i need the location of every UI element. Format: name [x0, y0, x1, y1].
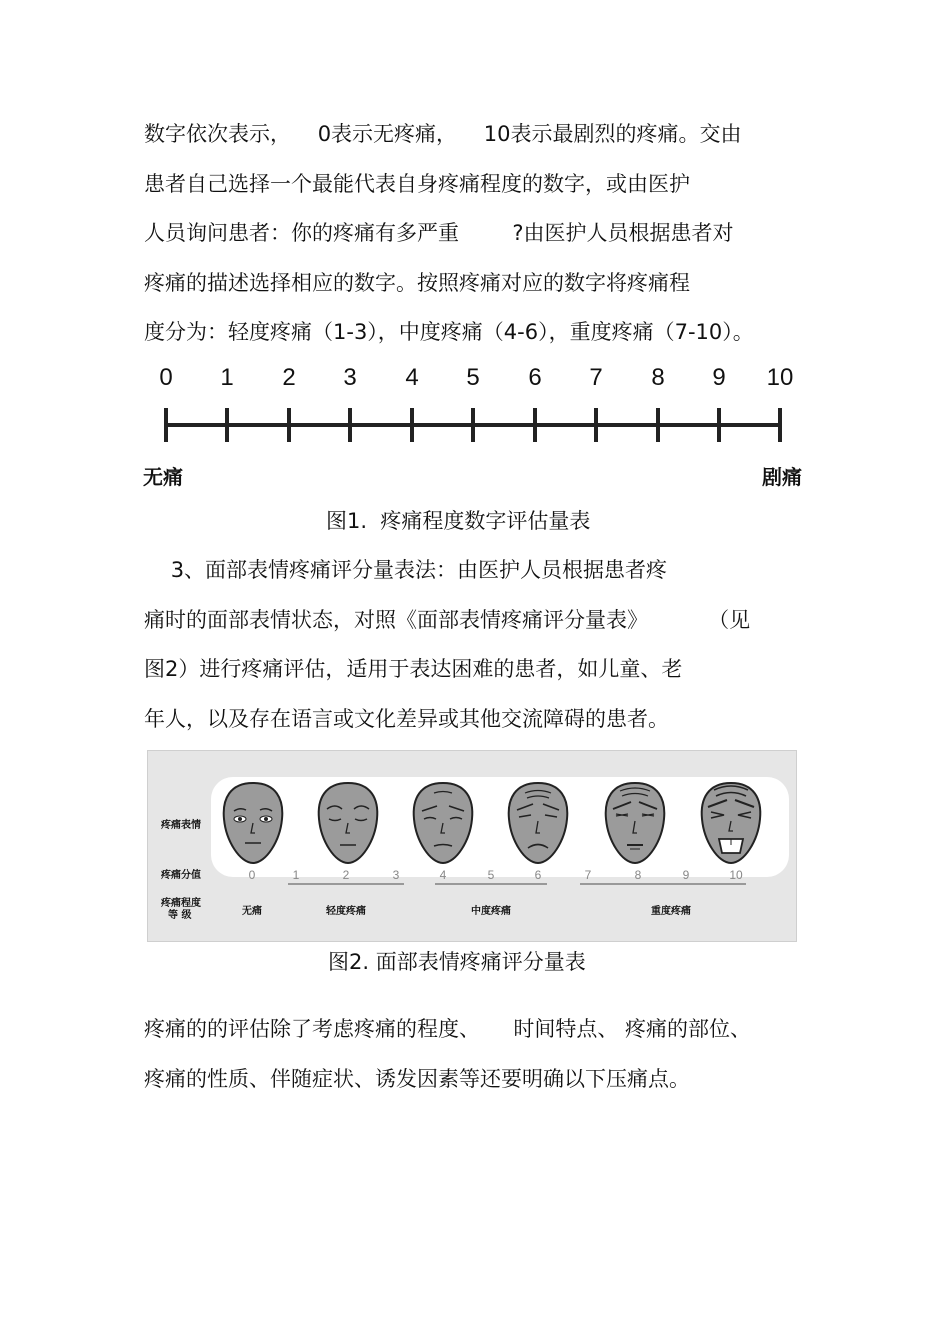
- score-2: 2: [342, 868, 350, 882]
- face-0: [218, 779, 288, 867]
- level-severe: 重度疼痛: [651, 906, 691, 917]
- paragraph1-line-2: 患者自己选择一个最能代表自身疼痛程度的数字，或由医护: [144, 172, 690, 196]
- level-moderate: 中度疼痛: [471, 906, 511, 917]
- scale-number-4: 4: [405, 364, 419, 391]
- scale-number-5: 5: [466, 364, 480, 391]
- paragraph1-line-3: 人员询问患者：你的疼痛有多严重 ?由医护人员根据患者对: [144, 221, 734, 245]
- scale-label-worst-pain: 剧痛: [762, 465, 802, 489]
- figure1-caption: 图1. 疼痛程度数字评估量表: [326, 509, 591, 533]
- level-mild: 轻度疼痛: [326, 906, 366, 917]
- score-8: 8: [634, 868, 642, 882]
- score-1: 1: [292, 868, 300, 882]
- paragraph2-line-1: 3、面部表情疼痛评分量表法：由医护人员根据患者疼: [144, 558, 668, 582]
- scale-number-2: 2: [282, 364, 296, 391]
- paragraph2-line-2: 痛时的面部表情状态，对照《面部表情疼痛评分量表》 （见: [144, 608, 751, 632]
- face-4: [408, 779, 478, 867]
- face-2: [313, 779, 383, 867]
- score-6: 6: [534, 868, 542, 882]
- mild-range-underline: [288, 883, 404, 885]
- row-label-score: 疼痛分值: [161, 870, 201, 881]
- severe-range-underline: [580, 883, 746, 885]
- paragraph1-line-5: 度分为：轻度疼痛（1-3），中度疼痛（4-6），重度疼痛（7-10）。: [144, 320, 754, 344]
- scale-bar: [150, 400, 800, 450]
- paragraph3-line-2: 疼痛的性质、伴随症状、诱发因素等还要明确以下压痛点。: [144, 1067, 690, 1091]
- score-7: 7: [584, 868, 592, 882]
- scale-number-9: 9: [712, 364, 726, 391]
- row-label-expression: 疼痛表情: [161, 820, 201, 831]
- score-4: 4: [439, 868, 447, 882]
- paragraph3-line-1: 疼痛的的评估除了考虑疼痛的程度、 时间特点、 疼痛的部位、: [144, 1017, 752, 1041]
- faces-pain-scale: [147, 750, 797, 942]
- scale-number-7: 7: [589, 364, 603, 391]
- scale-number-0: 0: [159, 364, 173, 391]
- scale-label-no-pain: 无痛: [143, 465, 183, 489]
- scale-number-10: 10: [766, 364, 794, 391]
- scale-number-3: 3: [343, 364, 357, 391]
- paragraph1-line-4: 疼痛的描述选择相应的数字。按照疼痛对应的数字将疼痛程: [144, 271, 690, 295]
- paragraph2-line-3: 图2）进行疼痛评估，适用于表达困难的患者，如儿童、老: [144, 657, 683, 681]
- paragraph1-line-1: 数字依次表示， 0表示无疼痛， 10表示最剧烈的疼痛。交由: [144, 122, 742, 146]
- level-no-pain: 无痛: [242, 906, 262, 917]
- scale-number-1: 1: [220, 364, 234, 391]
- score-0: 0: [248, 868, 256, 882]
- score-5: 5: [487, 868, 495, 882]
- moderate-range-underline: [435, 883, 547, 885]
- face-10: [696, 779, 766, 867]
- paragraph2-line-4: 年人，以及存在语言或文化差异或其他交流障碍的患者。: [144, 707, 669, 731]
- score-10: 10: [729, 868, 743, 882]
- row-label-level-2: 等 级: [168, 910, 192, 921]
- score-3: 3: [392, 868, 400, 882]
- scale-number-8: 8: [651, 364, 665, 391]
- score-9: 9: [682, 868, 690, 882]
- face-6: [503, 779, 573, 867]
- figure2-caption: 图2. 面部表情疼痛评分量表: [328, 950, 586, 974]
- face-8: [600, 779, 670, 867]
- scale-number-6: 6: [528, 364, 542, 391]
- row-label-level-1: 疼痛程度: [161, 898, 201, 909]
